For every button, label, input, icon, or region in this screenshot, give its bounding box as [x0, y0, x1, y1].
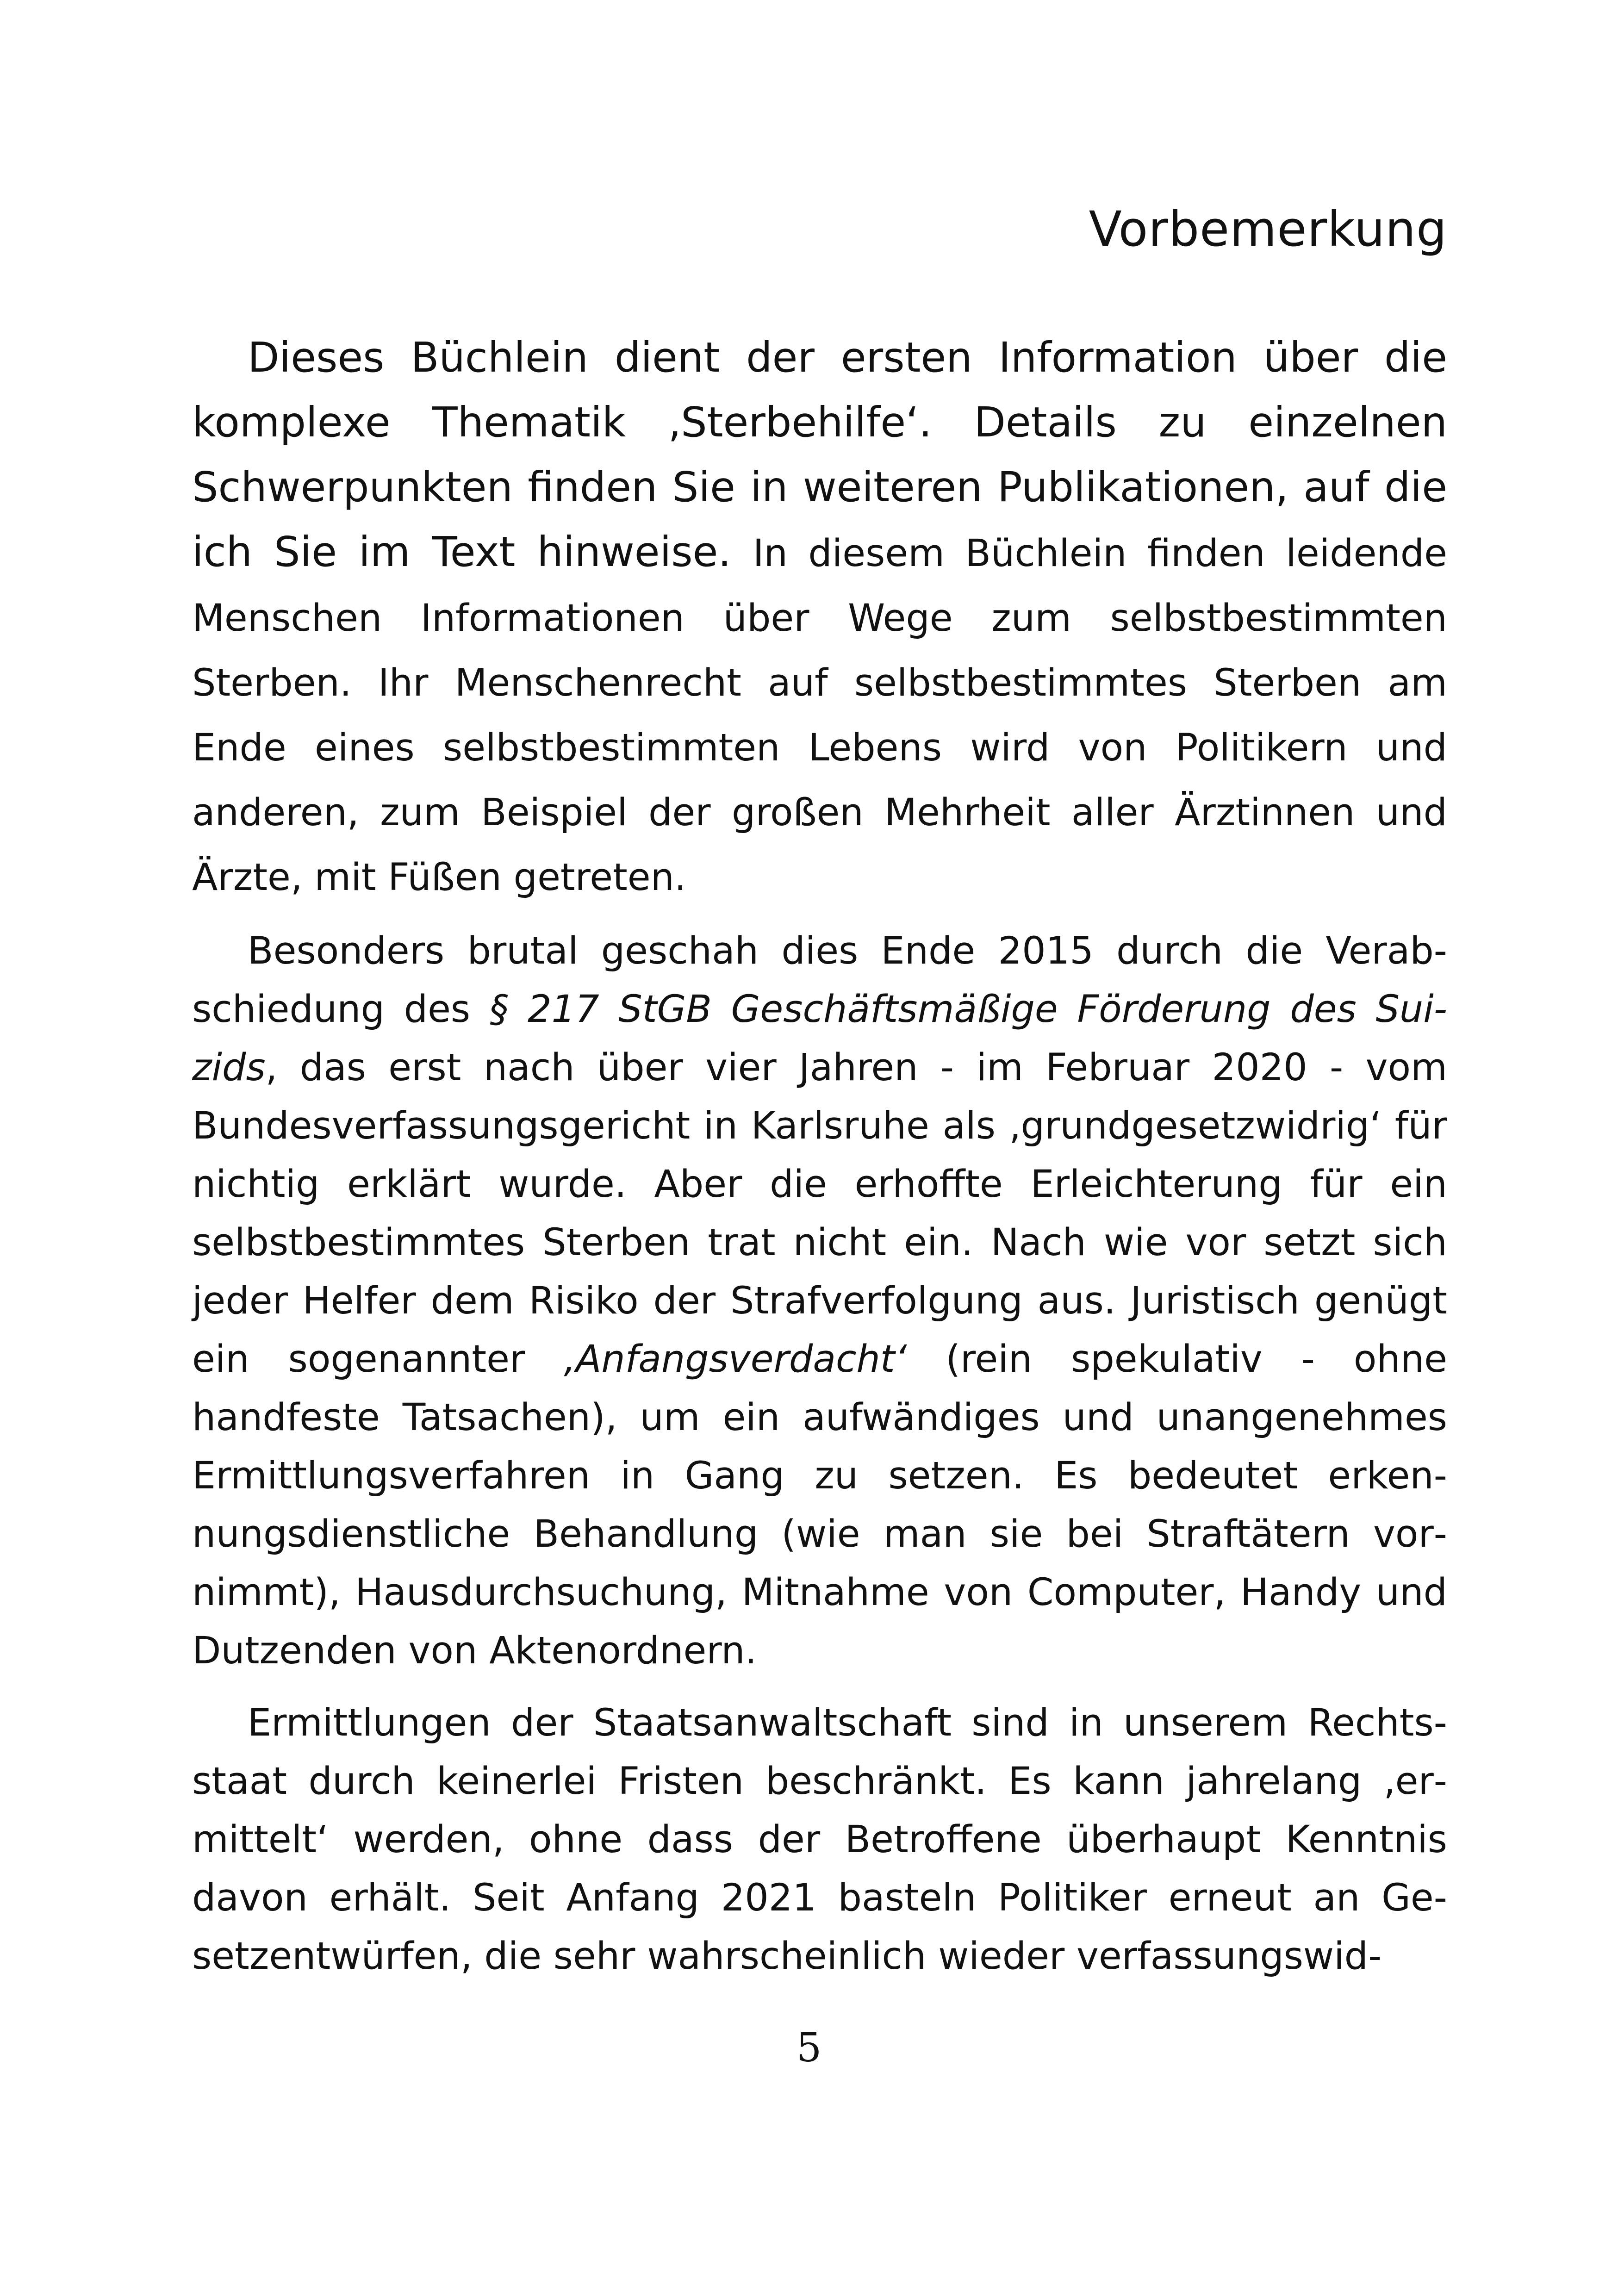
- paragraph-intro: [192, 325, 1447, 908]
- paragraph-text: Besonders brutal geschah dies Ende 2015 durch die Verabschiedung des: [192, 929, 1447, 1031]
- term-anfangsverdacht: ‚Anfangsverdacht‘: [564, 1338, 907, 1381]
- body-text: [192, 325, 1447, 1999]
- law-title: § 217 StGB Geschäftsmäßige Förderung des Suizids: [192, 988, 1447, 1089]
- paragraph-intro-rest: In diesem Büchlein finden leidende Menschen Informationen über Wege zum selbstbestimmten Sterben. Ihr Menschenrecht auf selbstbestimmtes Sterben am Ende eines selbstbestimmten Lebens wird von Politikern und anderen, zum Beispiel der großen Mehrheit aller Ärztinnen und Ärzte, mit Füßen getreten.: [192, 532, 1447, 899]
- paragraph-paragraph-217: [192, 922, 1447, 1680]
- paragraph-text: , das erst nach über vier Jahren - im Februar 2020 - vom Bundesverfassungsgericht in Karlsruhe als ‚grundgesetzwidrig‘ für nichtig erklärt wurde. Aber die erhoffte Erleichterung für ein selbstbestimmtes Sterben trat nicht ein. Nach wie vor setzt sich jeder Helfer dem Risiko der Strafverfolgung aus. Juristisch genügt ein sogenannter: [192, 1046, 1447, 1381]
- page-title: Vorbemerkung: [1089, 201, 1447, 257]
- paragraph-intro-lead: Dieses Büchlein dient der ersten Information über die komplexe Thematik ‚Sterbehilfe‘. Details zu einzelnen Schwerpunkten finden Sie in weiteren Publikationen, auf die ich Sie im Text hinweise.: [192, 333, 1447, 576]
- paragraph-ermittlungen: Ermittlungen der Staatsanwaltschaft sind in unserem Rechtsstaat durch keinerlei Fristen beschränkt. Es kann jahrelang ‚ermittelt‘ werden, ohne dass der Betroffene überhaupt Kenntnis davon erhält. Seit Anfang 2021 basteln Politiker erneut an Gesetzentwürfen, die sehr wahrscheinlich wieder verfassungswid-: [192, 1701, 1447, 1978]
- paragraph-text: (rein spekulativ - ohne handfeste Tatsachen), um ein aufwändiges und unangenehmes Ermittlungsverfahren in Gang zu setzen. Es bedeutet erkennungsdienstliche Behandlung (wie man sie bei Straftätern vornimmt), Hausdurchsuchung, Mitnahme von Computer, Handy und Dutzenden von Aktenordnern.: [192, 1338, 1447, 1673]
- page-number: 5: [796, 2025, 822, 2071]
